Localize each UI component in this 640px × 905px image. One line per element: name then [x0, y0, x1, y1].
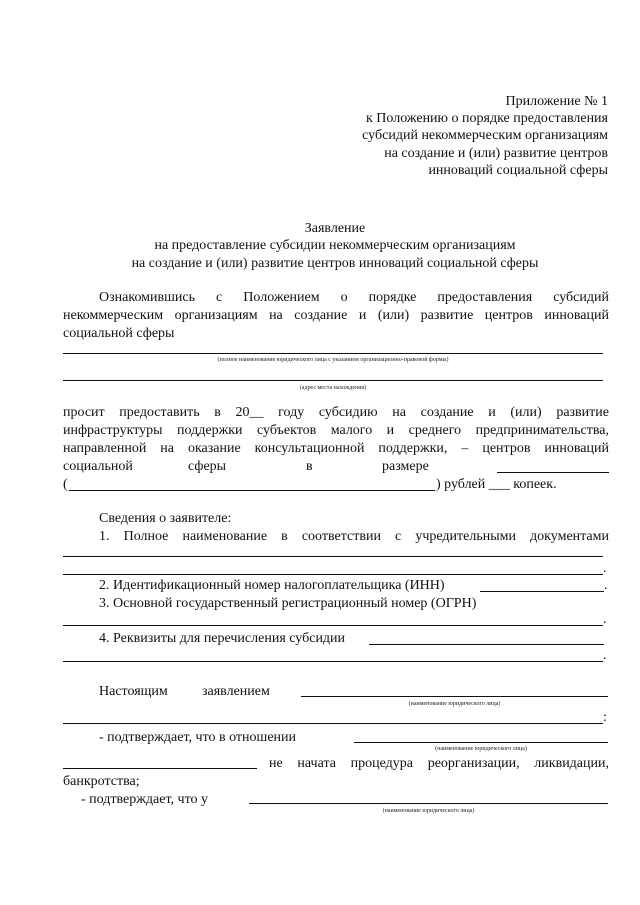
ogrn-field[interactable] — [63, 625, 603, 626]
amount-words-field[interactable] — [69, 490, 435, 491]
request-word: размере — [382, 459, 429, 474]
appendix-line: на создание и (или) развитие центров — [384, 146, 608, 161]
request-line: направленной на оказание консультационной поддержки, – центров инноваций — [63, 441, 609, 456]
entity-name-field-2[interactable] — [63, 723, 603, 724]
appendix-line: к Положению о порядке предоставления — [366, 111, 608, 126]
document-subtitle-line: на создание и (или) развитие центров инноваций социальной сферы — [131, 256, 539, 271]
full-name-field-1[interactable] — [63, 556, 603, 557]
confirm-clause-1-rest: не начата процедура реорганизации, ликвидации, — [269, 756, 609, 771]
requisites-field-1[interactable] — [369, 644, 604, 645]
appendix-line: субсидий некоммерческим организациям — [362, 128, 608, 143]
request-word: в — [306, 459, 313, 474]
request-word: социальной — [63, 459, 133, 474]
entity-name-colon: : — [603, 710, 607, 725]
ogrn-dot: . — [603, 612, 607, 627]
request-word: сферы — [188, 459, 227, 474]
intro-line: социальной сферы — [63, 326, 175, 341]
entity-name-field-5[interactable] — [249, 803, 608, 804]
applicant-heading: Сведения о заявителе: — [99, 511, 232, 526]
inn-field[interactable] — [480, 591, 604, 592]
inn-dot: . — [604, 578, 608, 593]
applicant-item-ogrn: 3. Основной государственный регистрационный номер (ОГРН) — [99, 596, 477, 611]
intro-line: некоммерческим организациям на создание и (или) развитие центров инноваций — [63, 308, 609, 323]
entity-name-field-3[interactable] — [354, 742, 608, 743]
confirm-lead-word: Настоящим — [99, 684, 168, 699]
entity-name-field-1[interactable] — [301, 696, 608, 697]
requisites-dot: . — [603, 648, 607, 663]
legal-name-field[interactable] — [63, 353, 603, 354]
address-field[interactable] — [63, 380, 603, 381]
document-title: Заявление — [304, 221, 366, 236]
entity-name-caption: (наименование юридического лица) — [408, 701, 501, 707]
amount-words-open: ( — [63, 477, 68, 492]
address-caption: (адрес места нахождения) — [299, 385, 367, 391]
full-name-field-2[interactable] — [63, 574, 603, 575]
entity-name-caption: (наименование юридического лица) — [435, 746, 527, 752]
requisites-field-2[interactable] — [63, 661, 603, 662]
intro-line: Ознакомившись с Положением о порядке предоставления субсидий — [99, 290, 609, 305]
request-line: просит предоставить в 20__ году субсидию на создание и (или) развитие — [63, 405, 609, 420]
amount-words-close: ) рублей ___ копеек. — [436, 477, 557, 492]
applicant-item-full-name: 1. Полное наименование в соответствии с учредительными документами — [99, 529, 609, 544]
document-subtitle-line: на предоставление субсидии некоммерческим организациям — [154, 238, 516, 253]
confirm-clause-1-end: банкротства; — [63, 774, 140, 789]
confirm-lead-word: заявлением — [202, 684, 270, 699]
applicant-item-inn: 2. Идентификационный номер налогоплательщика (ИНН) — [99, 578, 445, 593]
request-line: инфраструктуры поддержки субъектов малого и среднего предпринимательства, — [63, 423, 609, 438]
confirm-clause-2: - подтверждает, что у — [81, 792, 208, 807]
confirm-clause-1: - подтверждает, что в отношении — [99, 730, 297, 745]
applicant-item-requisites: 4. Реквизиты для перечисления субсидии — [99, 631, 346, 646]
full-name-dot: . — [603, 561, 607, 576]
appendix-title: Приложение № 1 — [505, 94, 608, 109]
entity-name-field-4[interactable] — [63, 768, 257, 769]
amount-field[interactable] — [497, 472, 609, 473]
entity-name-caption: (наименование юридического лица) — [382, 808, 475, 814]
legal-name-caption: (полное наименование юридического лица с указанием организационно-правовой формы) — [217, 357, 449, 363]
appendix-line: инноваций социальной сферы — [428, 163, 608, 178]
